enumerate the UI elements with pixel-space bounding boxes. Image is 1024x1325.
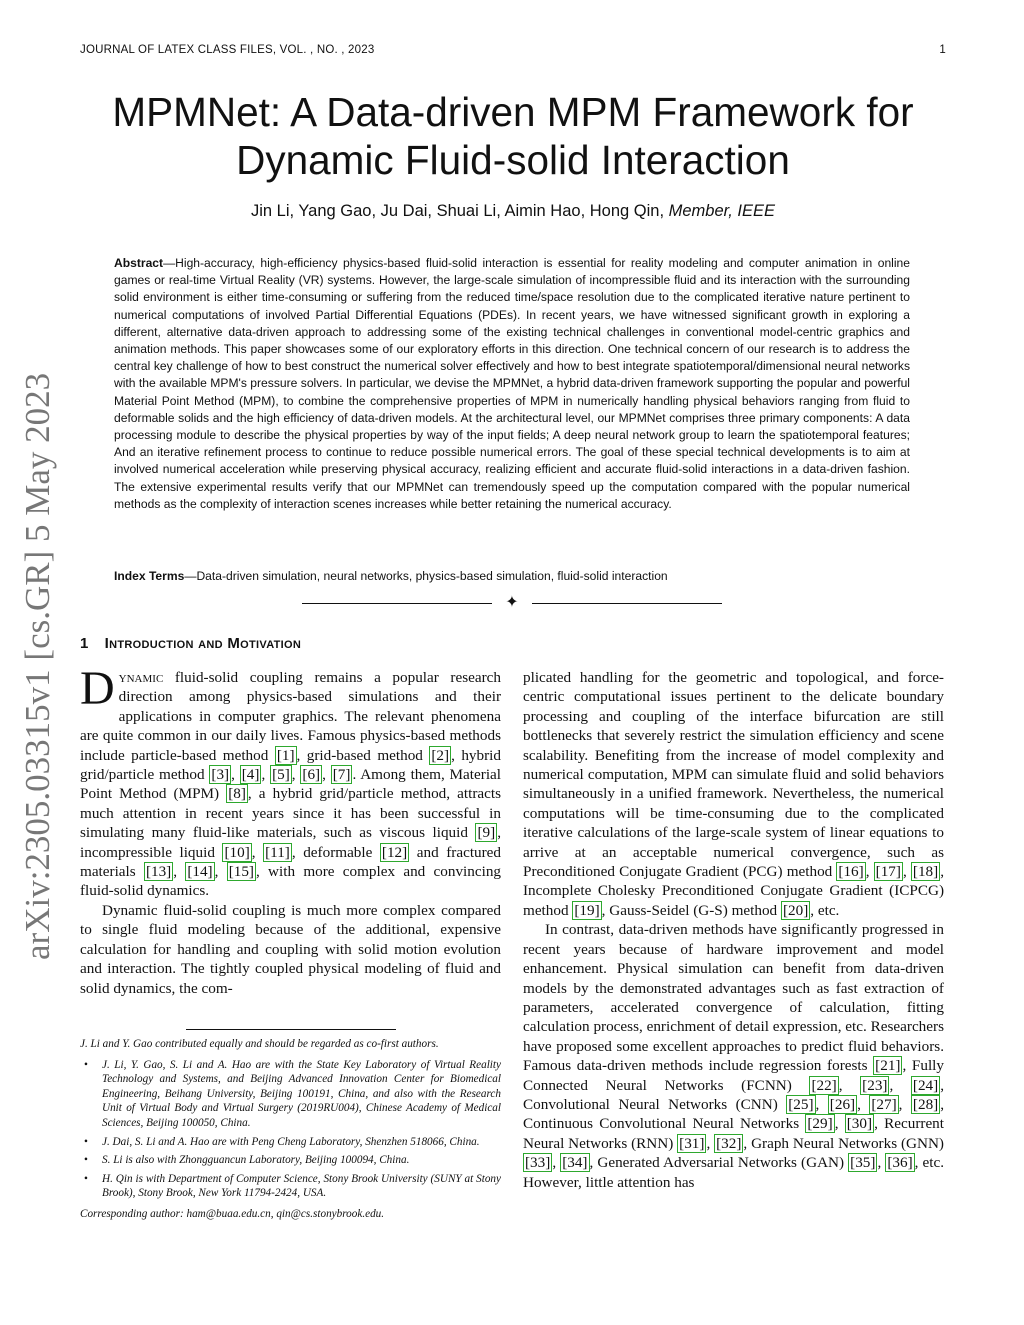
citation-link[interactable]: [35] <box>850 1154 876 1172</box>
arxiv-stamp: arXiv:2305.03315v1 [cs.GR] 5 May 2023 <box>18 372 57 960</box>
text-span: , Convolutional Neural Networks (CNN) <box>523 1076 945 1113</box>
citation-link[interactable]: [36] <box>887 1154 913 1172</box>
text-span: , <box>322 766 331 784</box>
footnote-rule <box>186 1029 396 1030</box>
page-number: 1 <box>939 44 946 56</box>
bullet-icon: • <box>84 1135 88 1148</box>
citation-link[interactable]: [33] <box>525 1154 551 1172</box>
citation-link[interactable]: [20] <box>782 901 809 919</box>
citation-link[interactable]: [15] <box>228 863 254 881</box>
abstract-label: Abstract <box>114 256 164 270</box>
text-span: plicated handling for the geometric and topological, and force-centric computational issues pertinent to the delicate boundary processing and coupling of the interface bifurcation are still bottlenecks that severely restrict the simulation efficiency and scene scalability. Benefiting from the increase of model complexity and numerical computation, MPM can simulate fluid and solid behaviors simultaneously in a unified framework. Nevertheless, the numerical computations will be time-consuming due to the complicated iterative calculations of the large-scale system of linear equations to arrive at an acceptable numerical convergence, such as Preconditioned Conjugate Gradient (PCG) method <box>523 669 944 881</box>
running-header <box>80 44 946 56</box>
abstract <box>114 255 910 513</box>
text-span: , <box>291 766 301 784</box>
index-terms-text: —Data-driven simulation, neural networks, physics-based simulation, fluid-solid interaction <box>184 569 668 583</box>
section-title: Introduction and Motivation <box>104 635 302 652</box>
bullet-icon: • <box>84 1154 88 1167</box>
citation-link[interactable]: [1] <box>276 746 295 764</box>
citation-link[interactable]: [30] <box>846 1115 873 1133</box>
citation-link[interactable]: [32] <box>716 1134 742 1152</box>
section-heading <box>80 635 301 652</box>
text-span: , with more complex and convincing fluid-solid dynamics. <box>80 863 502 900</box>
intro-paragraph-3 <box>523 920 944 1192</box>
affiliation-text: J. Dai, S. Li and A. Hao are with Peng Cheng Laboratory, Shenzhen 518066, China. <box>102 1135 480 1148</box>
text-span: , deformable <box>291 843 380 861</box>
left-column <box>80 662 502 998</box>
section-separator <box>302 594 722 614</box>
text-span: , etc. <box>810 901 840 919</box>
bullet-icon: • <box>84 1058 88 1071</box>
author-list <box>80 202 946 221</box>
text-span: , Incomplete Cholesky Preconditioned Conjugate Gradient (ICPCG) method <box>523 863 945 919</box>
corresponding-author: Corresponding author: ham@buaa.edu.cn, qin@cs.stonybrook.edu. <box>80 1207 385 1220</box>
citation-link[interactable]: [14] <box>187 863 213 881</box>
affiliation-item <box>80 1135 501 1150</box>
journal-name: JOURNAL OF LATEX CLASS FILES, VOL. , NO. , 2023 <box>80 44 375 56</box>
separator-line-right <box>532 603 722 604</box>
text-span: , <box>857 1095 870 1113</box>
citation-link[interactable]: [11] <box>265 843 290 861</box>
citation-link[interactable]: [6] <box>302 766 321 784</box>
section-number: 1 <box>80 635 89 652</box>
citation-link[interactable]: [27] <box>871 1095 897 1113</box>
index-terms-label: Index Terms <box>114 569 185 583</box>
title-line-1: MPMNet: A Data-driven MPM Framework for <box>112 89 914 135</box>
text-span: In contrast, data-driven methods have significantly progressed in recent years because of hardware improvement and model enhancement. Physical simulation can benefit from data-driven models by the demonstrated advantages such as fast extraction of parameters, accelerated convergence of calculation, fitting calculation process, enrichment of detail expression, etc. Researchers have proposed some excellent approaches to predict fluid behaviors. Famous data-driven methods include regression forests <box>523 921 944 1075</box>
citation-link[interactable]: [13] <box>145 863 172 881</box>
citation-link[interactable]: [34] <box>562 1154 588 1172</box>
affiliation-text: H. Qin is with Department of Computer Science, Stony Brook University (SUNY at Stony Brook), Stony Brook, New York 11794-2424, USA. <box>102 1172 501 1200</box>
author-membership: Member, IEEE <box>668 202 775 220</box>
citation-link[interactable]: [10] <box>224 843 250 861</box>
citation-link[interactable]: [29] <box>807 1115 833 1133</box>
text-span: , <box>261 766 271 784</box>
text-span: , grid-based method <box>296 746 430 764</box>
text-span: , <box>815 1095 828 1113</box>
text-span: , <box>902 863 911 881</box>
separator-line-left <box>302 603 492 604</box>
citation-link[interactable]: [9] <box>477 824 496 842</box>
intro-paragraph-1 <box>80 662 502 901</box>
text-span: , <box>251 843 264 861</box>
citation-link[interactable]: [17] <box>875 863 901 881</box>
citation-link[interactable]: [24] <box>912 1076 939 1094</box>
text-span: , <box>214 863 227 881</box>
text-span: , Recurrent Neural Networks (RNN) <box>523 1115 944 1152</box>
separator-star-icon: ✦ <box>505 594 519 611</box>
citation-link[interactable]: [3] <box>211 766 230 784</box>
text-span: , Gauss-Seidel (G-S) method <box>601 901 781 919</box>
intro-paragraph-2: Dynamic fluid-solid coupling is much more complex compared to single fluid modeling because of the additional, expensive calculation for handling and coupling with solid motion evolution and interaction. The tightly coupled physical modeling of fluid and solid dynamics, the com- <box>80 901 501 997</box>
author-names: Jin Li, Yang Gao, Ju Dai, Shuai Li, Aimin Hao, Hong Qin, <box>251 202 669 220</box>
dropcap: D <box>80 662 115 715</box>
citation-link[interactable]: [19] <box>574 901 600 919</box>
text-span: , <box>552 1154 561 1172</box>
text-span: , a hybrid grid/particle method, attracts much attention in recent years since it has been successful in simulating many fluid-like materials, such as viscous liquid <box>80 785 502 842</box>
text-span: , <box>877 1154 886 1172</box>
citation-link[interactable]: [25] <box>788 1095 814 1113</box>
text-span: , <box>838 1076 861 1094</box>
text-span: , <box>898 1095 911 1113</box>
text-span: , Fully Connected Neural Networks (FCNN) <box>523 1057 944 1094</box>
text-span: fluid-solid coupling remains a popular research direction among physics-based simulations and their applications in computer graphics. The relevant phenomena are quite common in our daily lives. Famous physics-based methods include particle-based method <box>80 669 501 764</box>
citation-link[interactable]: [28] <box>912 1095 939 1113</box>
text-span: , incompressible liquid <box>80 824 501 861</box>
citation-link[interactable]: [21] <box>875 1057 901 1075</box>
citation-link[interactable]: [16] <box>838 863 864 881</box>
text-span: . Among them, Material Point Method (MPM) <box>80 766 501 803</box>
citation-link[interactable]: [22] <box>811 1076 837 1094</box>
title-line-2: Dynamic Fluid-solid Interaction <box>236 137 790 183</box>
text-span: , etc. However, little attention has <box>523 1154 945 1191</box>
citation-link[interactable]: [31] <box>679 1134 705 1152</box>
text-span: , Generated Adversarial Networks (GAN) <box>589 1154 849 1172</box>
affiliation-item <box>80 1172 501 1201</box>
text-span: , <box>889 1076 911 1094</box>
affiliation-list <box>80 1058 501 1201</box>
abstract-text: —High-accuracy, high-efficiency physics-based fluid-solid interaction is essential for reality modeling and computer animation in online games or real-time Virtual Reality (VR) systems. However, the large-scale simulation of incompressible fluid and its interaction with the surrounding solid environment is either time-consuming or suffering from the reduced time/space resolution due to the complicated iterative nature pertinent to numerical computations of involved Partial Differential Equations (PDEs). In recent years, we have witnessed significant growth in exploring a different, alternative data-driven approach to addressing some of the existing technical challenges in conventional model-centric graphics and animation methods. This paper showcases some of our exploratory efforts in this direction. One technical concern of our research is to address the central key challenge of how to best construct the numerical solver effectively and how to best integrate spatiotemporal/dimensional neural networks with the available MPM's pressure solvers. In particular, we devise the MPMNet, a hybrid data-driven framework supporting the popular and powerful Material Point Method (MPM), to combine the comprehensive properties of MPM in numerically handling physical behaviors ranging from fluid to deformable solids and the high efficiency of data-driven models. At the architectural level, our MPMNet comprises three primary components: A data processing module to describe the physical properties by way of the input fields; A deep neural network group to learn the spatiotemporal features; And an iterative refinement process to continue to reduce possible numerical errors. The goal of these special technical developments is to aim at involved numerical acceleration while preserving physical accuracy, realizing efficient and accurate fluid-solid interactions in a data-driven fashion. The extensive experimental results verify that our MPMNet can tremendously speed up the computation compared with the popular numerical methods as the complexity of interaction scenes increases while better retaining the numerical accuracy. <box>114 256 910 511</box>
citation-link[interactable]: [7] <box>332 766 351 784</box>
citation-link[interactable]: [4] <box>241 766 260 784</box>
text-span: , <box>173 863 186 881</box>
citation-link[interactable]: [23] <box>862 1076 888 1094</box>
intro-paragraph-2-continued <box>523 668 944 920</box>
citation-link[interactable]: [26] <box>829 1095 856 1113</box>
citation-link[interactable]: [2] <box>431 746 450 764</box>
footnote-equal-contribution: J. Li and Y. Gao contributed equally and should be regarded as co-first authors. <box>80 1038 439 1050</box>
text-span: , <box>706 1134 715 1152</box>
affiliation-text: S. Li is also with Zhongguancun Laboratory, Beijing 100094, China. <box>102 1154 410 1167</box>
text-span: , Continuous Convolutional Neural Networks <box>523 1095 945 1133</box>
text-span: , <box>865 863 874 881</box>
citation-link[interactable]: [12] <box>381 843 408 861</box>
dropcap-continuation: ynamic <box>118 669 164 686</box>
citation-link[interactable]: [5] <box>272 766 290 784</box>
affiliation-text: J. Li, Y. Gao, S. Li and A. Hao are with the State Key Laboratory of Virtual Reality Technology and Systems, and Beijing Advanced Innovation Center for Biomedical Engineering, Beihang University, Beijing 100191, China, and also with the Research Unit of Virtual Body and Virtual Surgery (2019RU004), Chinese Academy of Medical Sciences, Beijing 100050, China. <box>102 1058 501 1129</box>
citation-link[interactable]: [18] <box>912 863 939 881</box>
text-span: , <box>834 1115 845 1133</box>
citation-link[interactable]: [8] <box>228 785 246 803</box>
index-terms <box>114 568 910 585</box>
affiliation-item <box>80 1058 501 1131</box>
paper-title <box>80 88 946 184</box>
affiliation-item <box>80 1153 501 1168</box>
footnotes <box>80 1037 501 1222</box>
text-span: , <box>231 766 240 784</box>
right-column <box>523 668 944 1192</box>
bullet-icon: • <box>84 1172 88 1185</box>
text-span: , Graph Neural Networks (GNN) <box>743 1134 944 1152</box>
text-span: , hybrid grid/particle method <box>80 746 501 784</box>
text-span: and fractured materials <box>80 843 502 881</box>
